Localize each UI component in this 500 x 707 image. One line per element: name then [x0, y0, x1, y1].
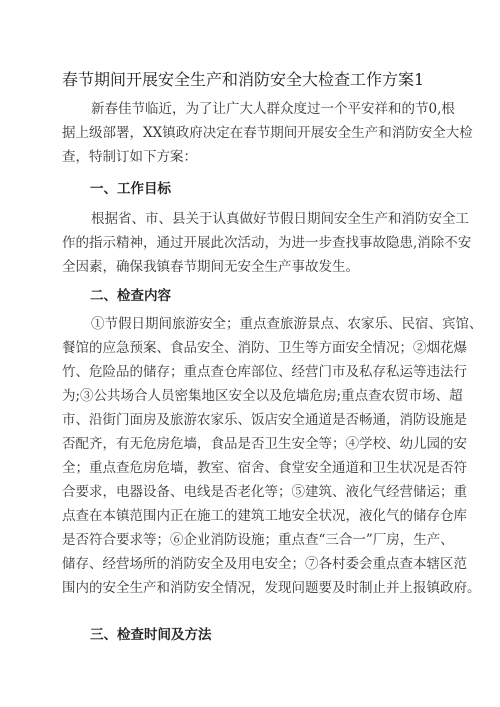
section1-line: 根据省、市、县关于认真做好节假日期间安全生产和消防安全工 [91, 211, 469, 227]
section1-heading: 一、工作目标 [90, 181, 171, 197]
document-title: 春节期间开展安全生产和消防安全大检查工作方案1 [62, 70, 425, 89]
section2-line: 合要求，电器设备、电线是否老化等；⑤建筑、液化气经营储运；重 [62, 484, 467, 500]
section2-line: 是否符合要求等；⑥企业消防设施；重点查“三合一”厂房，生产、 [62, 532, 454, 548]
section2-line: ①节假日期间旅游安全；重点查旅游景点、农家乐、民宿、宾馆、 [91, 316, 483, 332]
intro-line: 新春佳节临近，为了让广大人群众度过一个平安祥和的节0,根 [91, 101, 455, 117]
section2-line: 否配齐，有无危房危墙，食品是否卫生安全等；④学校、幼儿园的安 [62, 436, 467, 452]
intro-line: 据上级部署，XX镇政府决定在春节期间开展安全生产和消防安全大检 [62, 125, 473, 141]
section2-line: 围内的安全生产和消防安全情况，发现问题要及时制止并上报镇政府。 [62, 580, 481, 596]
section1-line: 作的指示精神，通过开展此次活动，为进一步查找事故隐患,消除不安 [62, 235, 472, 251]
section3-heading: 三、检查时间及方法 [90, 627, 212, 643]
intro-line: 查，特制订如下方案： [62, 149, 197, 165]
section2-line: 竹、危险品的储存；重点查仓库部位、经营门市及私存私运等违法行 [62, 364, 467, 380]
section2-line: 餐馆的应急预案、食品安全、消防、卫生等方面安全情况；②烟花爆 [62, 340, 467, 356]
section1-line: 全因素，确保我镇春节期间无安全生产事故发生。 [62, 259, 359, 275]
section2-line: 全；重点查危房危墙，教室、宿舍、食堂安全通道和卫生状况是否符 [62, 460, 467, 476]
section2-line: 储存、经营场所的消防安全及用电安全；⑦各村委会重点查本辖区范 [62, 556, 467, 572]
section2-line: 市、沿街门面房及旅游农家乐、饭店安全通道是否畅通，消防设施是 [62, 412, 467, 428]
section2-line: 为;③公共场合人员密集地区安全以及危墙危房;重点查农贸市场、超 [62, 388, 463, 404]
intro-paragraph [62, 97, 473, 169]
section1-paragraph [62, 207, 472, 279]
section2-line: 点查在本镇范围内正在施工的建筑工地安全状况，液化气的储存仓库 [62, 508, 467, 524]
section2-paragraph [62, 312, 483, 600]
section2-heading: 二、检查内容 [90, 288, 171, 304]
